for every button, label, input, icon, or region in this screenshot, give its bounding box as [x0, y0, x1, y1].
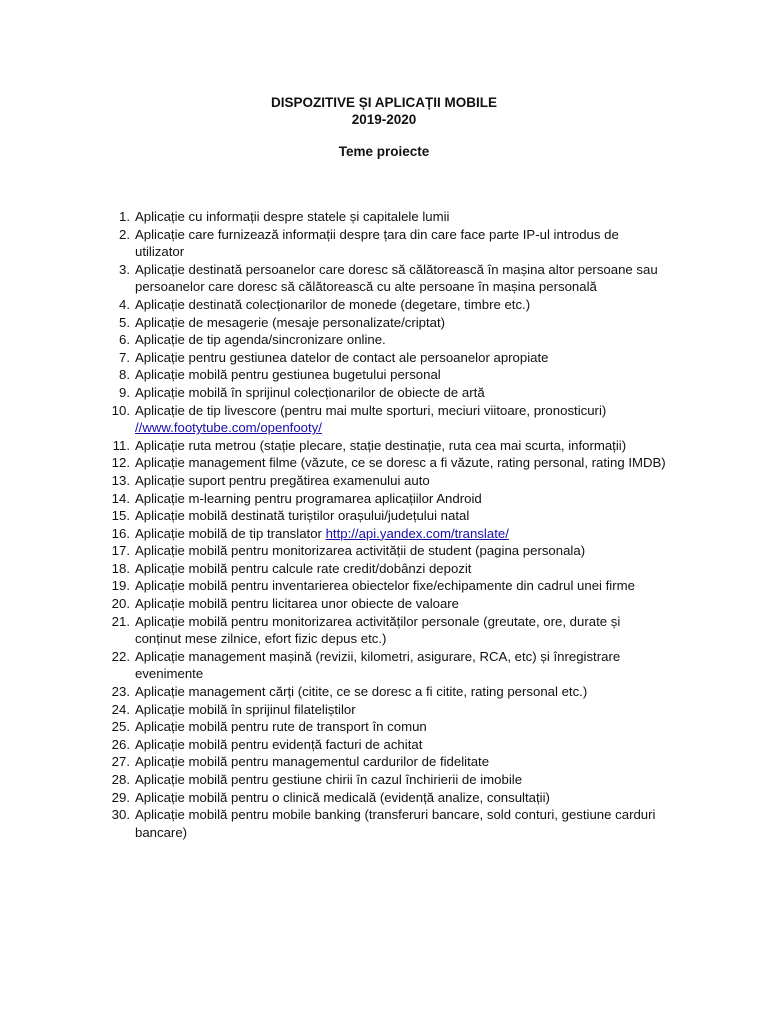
project-number: 11.: [112, 437, 130, 453]
project-text: Aplicație mobilă în sprijinul colecționarilor de obiecte de artă: [135, 384, 485, 400]
project-list: [110, 208, 670, 841]
project-text: Aplicație suport pentru pregătirea examenului auto: [135, 472, 430, 488]
project-text: Aplicație management mașină (revizii, kilometri, asigurare, RCA, etc) și înregistrare evenimente: [135, 648, 621, 682]
project-text: Aplicație mobilă pentru managementul cardurilor de fidelitate: [135, 754, 490, 770]
title-block: [0, 94, 768, 160]
project-item: [110, 366, 670, 384]
project-item: [110, 683, 670, 701]
project-text: Aplicație mobilă pentru gestiune chirii în cazul închirierii de imobile: [135, 772, 523, 787]
project-link[interactable]: http://api.yandex.com/translate/: [325, 525, 509, 541]
project-item: [110, 613, 670, 648]
project-item: [110, 314, 670, 332]
project-number: 12.: [111, 455, 130, 471]
project-text: Aplicație mobilă pentru calcule rate credit/dobânzi depozit: [135, 560, 472, 576]
project-item: [110, 525, 670, 543]
project-item: [110, 701, 670, 719]
project-item: [110, 454, 670, 472]
project-item: [110, 648, 670, 683]
project-number: 21.: [111, 613, 130, 629]
project-number: 30.: [111, 807, 130, 823]
project-item: [110, 296, 670, 314]
project-item: [110, 753, 670, 771]
project-text: Aplicație mobilă de tip translator: [135, 525, 322, 541]
project-text: Aplicație de tip agenda/sincronizare online.: [135, 332, 386, 348]
project-text: Aplicație management cărți (citite, ce se doresc a fi citite, rating personal etc.): [135, 684, 588, 700]
project-number: 23.: [111, 684, 130, 700]
project-item: [110, 384, 670, 402]
project-number: 24.: [111, 701, 130, 717]
project-text: Aplicație care furnizează informații despre țara din care face parte IP-ul introdus de utilizator: [135, 226, 619, 260]
project-text: Aplicație mobilă pentru gestiunea bugetului personal: [135, 367, 441, 383]
project-number: 19.: [111, 578, 130, 594]
project-item: [110, 437, 670, 455]
project-number: 15.: [111, 508, 130, 524]
project-number: 14.: [111, 490, 130, 506]
project-item: [110, 472, 670, 490]
project-item: [110, 490, 670, 508]
project-text: Aplicație mobilă pentru licitarea unor obiecte de valoare: [135, 596, 460, 612]
document-title: DISPOZITIVE ȘI APLICAȚII MOBILE: [270, 95, 497, 110]
project-number: 1.: [119, 209, 130, 224]
project-link[interactable]: //www.footytube.com/openfooty/: [135, 420, 322, 436]
project-text: Aplicație de tip livescore (pentru mai multe sporturi, meciuri viitoare, pronosticuri): [135, 402, 607, 418]
project-number: 2.: [119, 226, 130, 242]
project-text: Aplicație de mesagerie (mesaje personalizate/criptat): [135, 314, 446, 330]
project-text: Aplicație cu informații despre statele și capitalele lumii: [135, 209, 450, 224]
project-number: 3.: [119, 261, 130, 277]
project-item: [110, 789, 670, 807]
document-year: 2019-2020: [351, 112, 417, 127]
project-text: Aplicație destinată persoanelor care doresc să călătorească în mașina altor persoane sau persoanelor care doresc să călătorească cu alte persoane în mașina personală: [135, 261, 658, 295]
project-item: [110, 577, 670, 595]
project-text: Aplicație destinată colecționarilor de monede (degetare, timbre etc.): [135, 296, 531, 312]
project-item: [110, 736, 670, 754]
project-text: Aplicație mobilă pentru o clinică medicală (evidență analize, consultații): [135, 789, 550, 805]
project-item: [110, 261, 670, 296]
project-item: [110, 806, 670, 841]
project-text: Aplicație pentru gestiunea datelor de contact ale persoanelor apropiate: [135, 349, 549, 365]
project-item: [110, 226, 670, 261]
project-number: 29.: [111, 789, 130, 805]
project-text: Aplicație mobilă pentru monitorizarea activității de student (pagina personala): [135, 543, 586, 559]
project-number: 18.: [111, 560, 130, 576]
project-number: 27.: [111, 754, 130, 770]
project-item: [110, 718, 670, 736]
project-number: 22.: [111, 648, 130, 664]
project-number: 10.: [111, 402, 130, 418]
project-text: Aplicație mobilă pentru rute de transport în comun: [135, 719, 427, 735]
project-number: 6.: [119, 332, 130, 348]
project-text: Aplicație mobilă destinată turiștilor orașului/județului natal: [135, 508, 470, 524]
project-number: 16.: [111, 525, 130, 541]
project-number: 5.: [119, 314, 130, 330]
project-item: [110, 771, 670, 789]
project-number: 8.: [119, 367, 130, 383]
project-item: [110, 507, 670, 525]
project-text: Aplicație mobilă pentru inventarierea obiectelor fixe/echipamente din cadrul unei firme: [135, 578, 635, 594]
project-text: Aplicație mobilă pentru mobile banking (transferuri bancare, sold conturi, gestiune carduri bancare): [135, 807, 656, 840]
project-text: Aplicație m-learning pentru programarea aplicațiilor Android: [135, 490, 482, 506]
project-number: 7.: [119, 349, 130, 365]
project-text: Aplicație mobilă în sprijinul filateliștilor: [135, 701, 356, 717]
project-text: Aplicație mobilă pentru evidență facturi de achitat: [135, 736, 423, 752]
project-number: 26.: [111, 736, 130, 752]
document-subtitle: Teme proiecte: [338, 144, 430, 159]
project-item: [110, 402, 670, 437]
project-number: 28.: [111, 772, 130, 787]
project-text: Aplicație management filme (văzute, ce se doresc a fi văzute, rating personal, rating IMDB): [135, 455, 666, 471]
project-item: [110, 560, 670, 578]
project-number: 25.: [111, 719, 130, 735]
project-number: 17.: [111, 543, 130, 559]
project-item: [110, 331, 670, 349]
project-item: [110, 542, 670, 560]
project-number: 9.: [119, 384, 130, 400]
project-text: Aplicație mobilă pentru monitorizarea activităților personale (greutate, ore, durate și conținut mese zilnice, efort fizic depus etc.): [135, 613, 621, 647]
project-item: [110, 595, 670, 613]
project-number: 4.: [119, 296, 130, 312]
project-number: 13.: [111, 472, 130, 488]
project-item: [110, 208, 670, 226]
project-text: Aplicație ruta metrou (stație plecare, stație destinație, ruta cea mai scurta, informații): [135, 437, 627, 453]
project-number: 20.: [111, 596, 130, 612]
project-item: [110, 349, 670, 367]
